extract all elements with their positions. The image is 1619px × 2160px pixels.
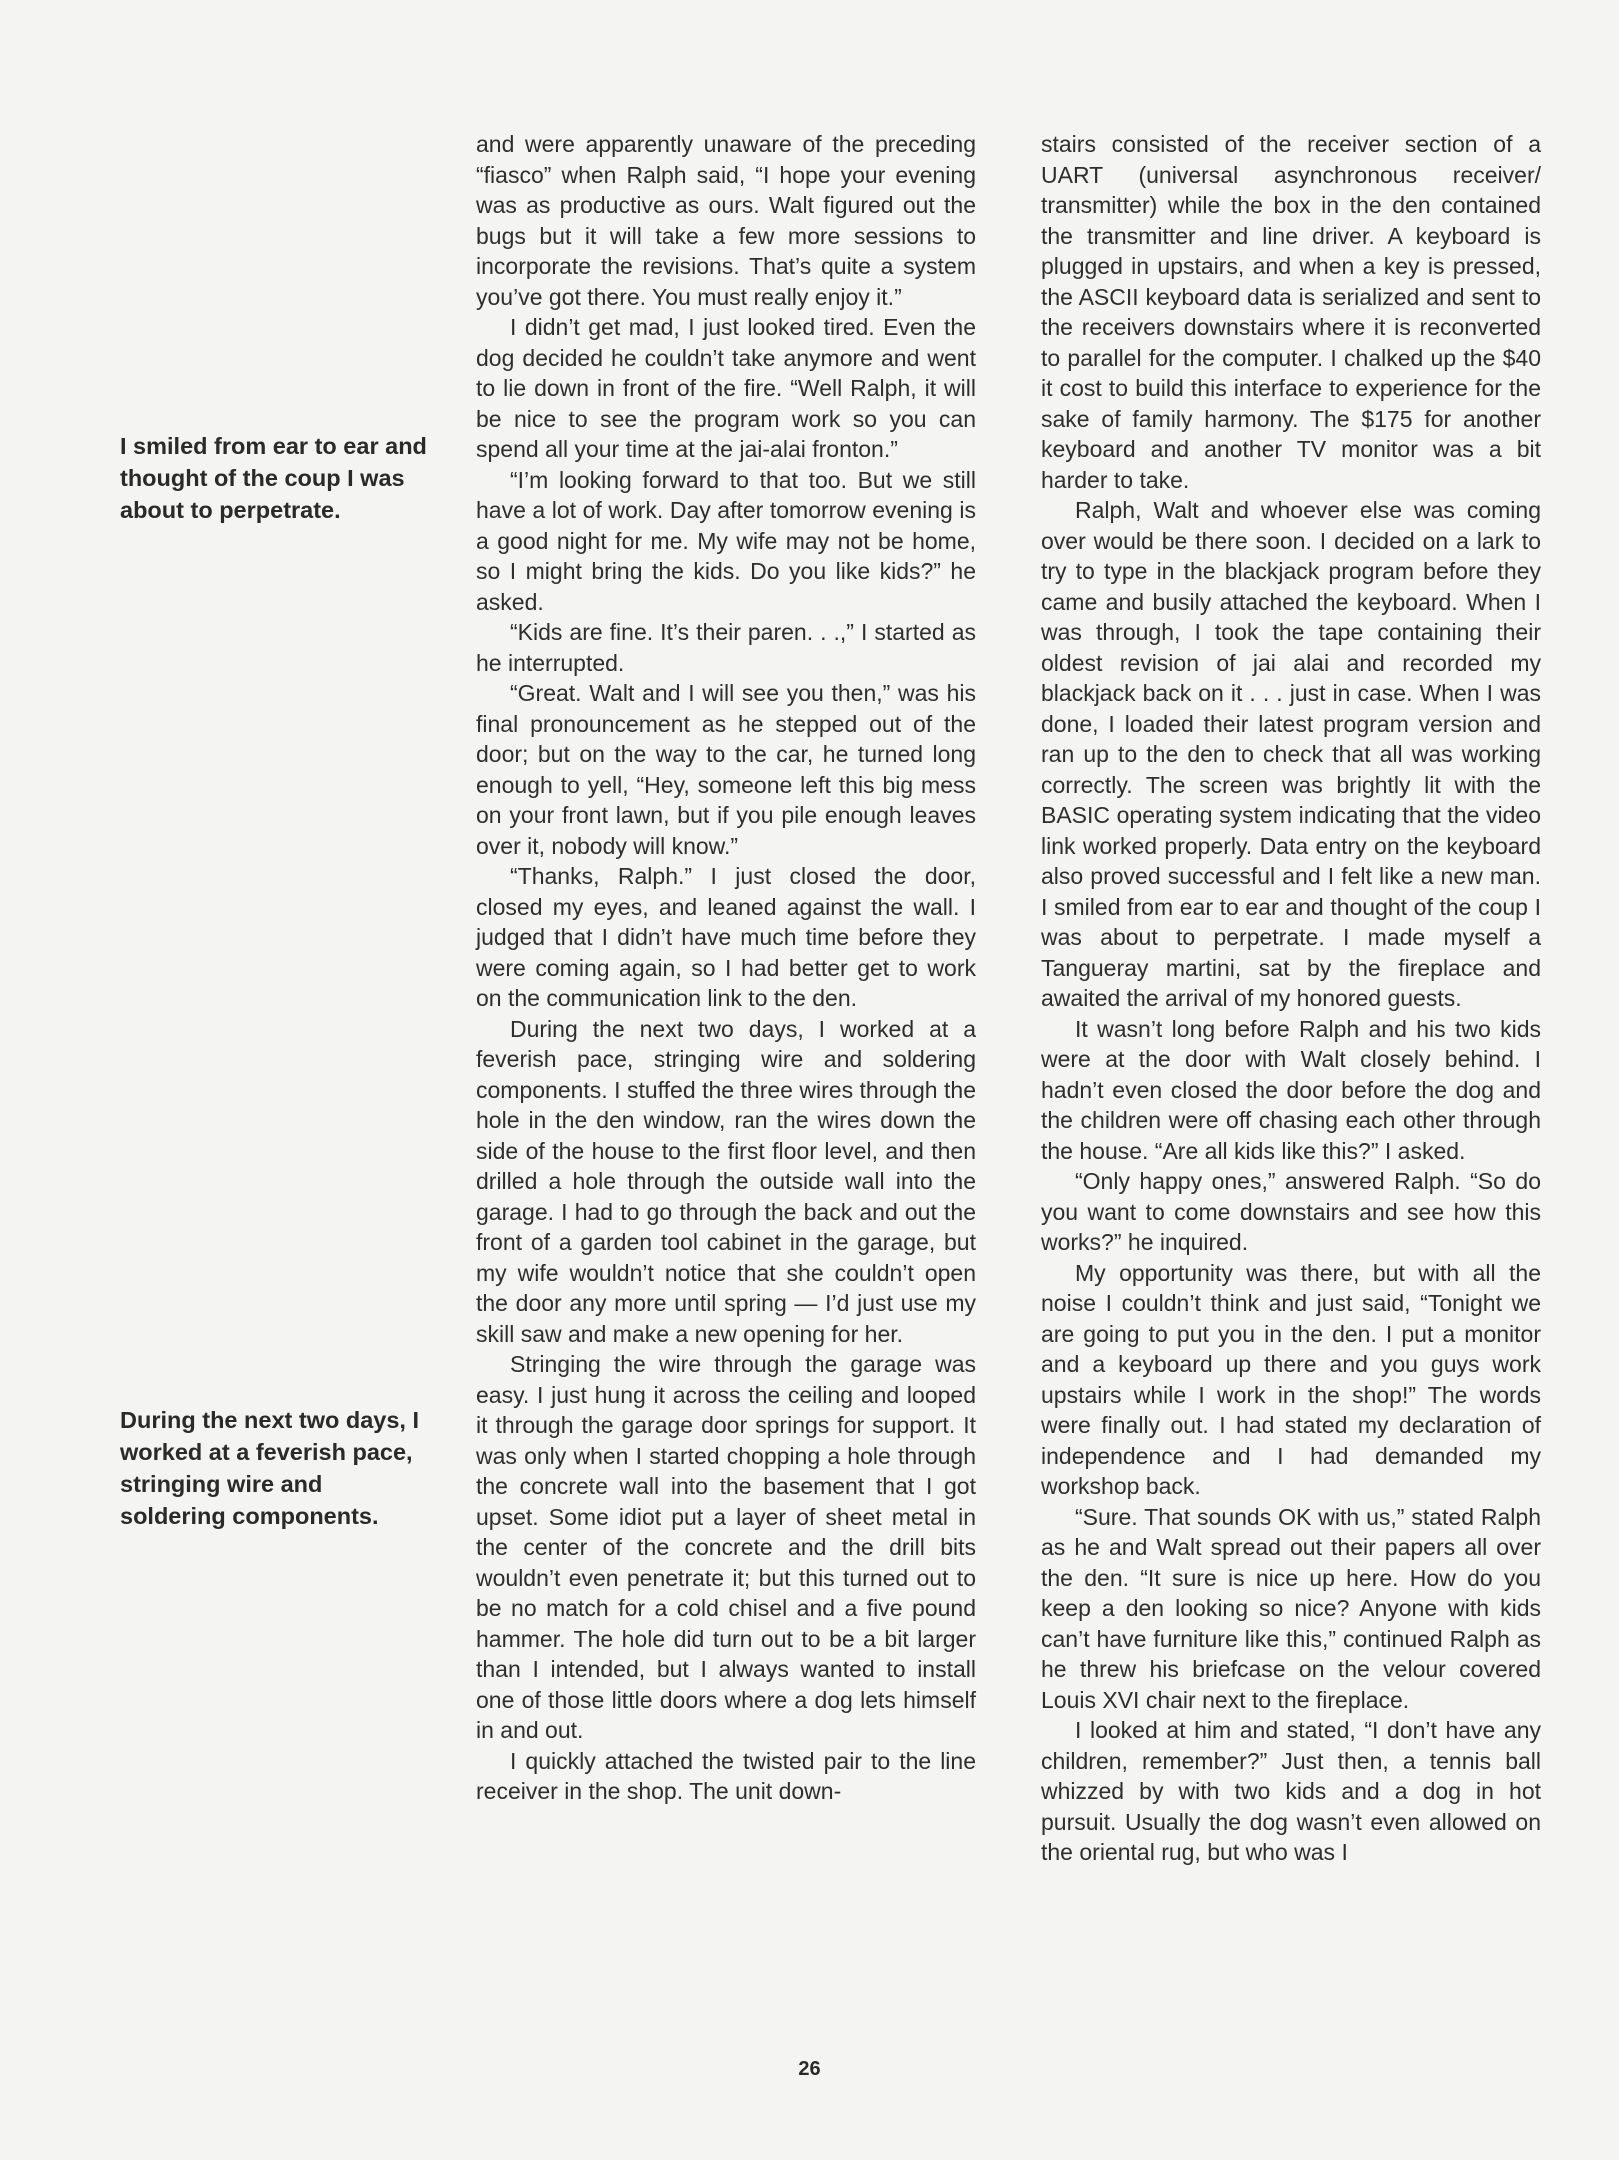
pull-quote-feverish-pace: During the next two days, I worked at a feverish pace, stringing wire and soldering components. xyxy=(120,1407,420,1529)
article-column-2 xyxy=(1041,129,1541,1868)
paragraph: “Great. Walt and I will see you then,” was his final pronouncement as he stepped out of the door; but on the way to the car, he turned long enough to yell, “Hey, someone left this big mess on your front lawn, but if you pile enough leaves over it, nobody will know.” xyxy=(476,680,976,859)
paragraph: I quickly attached the twisted pair to the line receiver in the shop. The unit down- xyxy=(476,1747,976,1804)
paragraph: Stringing the wire through the garage was easy. I just hung it across the ceiling and looped it through the garage door springs for support. It was only when I started chopping a hole through the concrete wall into the basement that I got upset. Some idiot put a layer of sheet metal in the center of the concrete and the drill bits wouldn’t even penetrate it; but this turned out to be no match for a cold chisel and a five pound hammer. The hole did turn out to be a bit larger than I intended, but I always wanted to install one of those little doors where a dog lets himself in and out. xyxy=(476,1351,976,1743)
paragraph: Ralph, Walt and whoever else was coming over would be there soon. I decided on a lark to try to type in the blackjack program before they came and busily attached the keyboard. When I was through, I took the tape containing their oldest revision of jai alai and recorded my blackjack back on it . . . just in case. When I was done, I loaded their latest program version and ran up to the den to check that all was working correctly. The screen was brightly lit with the BASIC operating system indicating that the video link worked properly. Data entry on the keyboard also proved successful and I felt like a new man. I smiled from ear to ear and thought of the coup I was about to perpetrate. I made myself a Tangueray martini, sat by the fireplace and awaited the arrival of my honored guests. xyxy=(1041,497,1541,1011)
paragraph: “Sure. That sounds OK with us,” stated Ralph as he and Walt spread out their papers all over the den. “It sure is nice up here. How do you keep a den looking so nice? Anyone with kids can’t have furniture like this,” continued Ralph as he threw his briefcase on the velour covered Louis XVI chair next to the fireplace. xyxy=(1041,1503,1541,1713)
paragraph: I didn’t get mad, I just looked tired. Even the dog decided he couldn’t take anymore and went to lie down in front of the fire. “Well Ralph, it will be nice to see the program work so you can spend all your time at the jai-alai fronton.” xyxy=(476,314,976,462)
paragraph: and were apparently unaware of the preceding “fiasco” when Ralph said, “I hope your evening was as productive as ours. Walt figured out the bugs but it will take a few more sessions to incorporate the revisions. That’s quite a system you’ve got there. You must really enjoy it.” xyxy=(476,131,976,310)
paragraph: “Only happy ones,” answered Ralph. “So do you want to come downstairs and see how this works?” he inquired. xyxy=(1041,1168,1541,1255)
paragraph: During the next two days, I worked at a feverish pace, stringing wire and soldering components. I stuffed the three wires through the hole in the den window, ran the wires down the side of the house to the first floor level, and then drilled a hole through the outside wall into the garage. I had to go through the back and out the front of a garden tool cabinet in the garage, but my wife wouldn’t notice that she couldn’t open the door any more until spring — I’d just use my skill saw and make a new opening for her. xyxy=(476,1015,976,1347)
paragraph: My opportunity was there, but with all the noise I couldn’t think and just said, “Tonight we are going to put you in the den. I put a monitor and a keyboard up there and you guys work upstairs while I work in the shop!” The words were finally out. I had stated my declaration of independence and I had demanded my workshop back. xyxy=(1041,1259,1541,1499)
pull-quote-smiled: I smiled from ear to ear and thought of the coup I was about to perpetrate. xyxy=(120,433,427,523)
article-column-1 xyxy=(476,129,976,1807)
paragraph: It wasn’t long before Ralph and his two kids were at the door with Walt closely behind. I hadn’t even closed the door before the dog and the children were off chasing each other through the house. “Are all kids like this?” I asked. xyxy=(1041,1015,1541,1164)
paragraph: “I’m looking forward to that too. But we still have a lot of work. Day after tomorrow evening is a good night for me. My wife may not be home, so I might bring the kids. Do you like kids?” he asked. xyxy=(476,466,976,615)
paragraph: “Kids are fine. It’s their paren. . .,” I started as he interrupted. xyxy=(476,619,976,676)
page-number: 26 xyxy=(798,2058,821,2080)
paragraph: I looked at him and stated, “I don’t have any children, remember?” Just then, a tennis ball whizzed by with two kids and a dog in hot pursuit. Usually the dog wasn’t even allowed on the oriental rug, but who was I xyxy=(1041,1717,1541,1865)
paragraph: “Thanks, Ralph.” I just closed the door, closed my eyes, and leaned against the wall. I judged that I didn’t have much time before they were coming again, so I had better get to work on the communication link to the den. xyxy=(476,863,976,1011)
paragraph: stairs consisted of the receiver section of a UART (universal asynchronous receiver/ transmitter) while the box in the den contained the transmitter and line driver. A keyboard is plugged in upstairs, and when a key is pressed, the ASCII keyboard data is serialized and sent to the receivers downstairs where it is reconverted to parallel for the computer. I chalked up the $40 it cost to build this interface to experience for the sake of family harmony. The $175 for another keyboard and another TV monitor was a bit harder to take. xyxy=(1041,131,1541,493)
